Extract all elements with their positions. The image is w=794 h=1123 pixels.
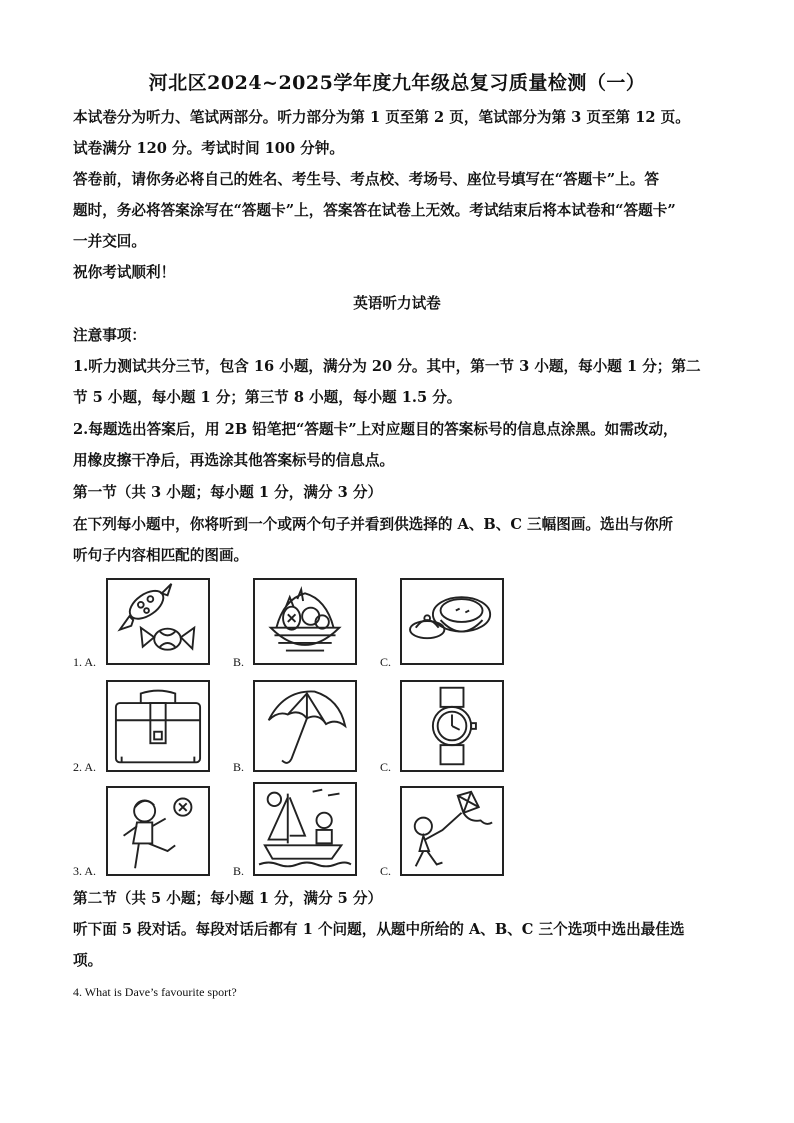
option-2c-label: C. [380,760,392,774]
intro-line-1: 本试卷分为听力、笔试两部分。听力部分为第 1 页至第 2 页，笔试部分为第 3 页至第 12 页。 [73,109,690,126]
question-1-label: 1. A. [73,655,97,669]
umbrella-icon [255,682,355,770]
part1-heading: 第一节（共 3 小题；每小题 1 分，满分 3 分） [73,484,383,501]
question-2-label: 2. A. [73,760,97,774]
football-boy-icon [108,788,208,874]
section-title: 英语听力试卷 [353,295,441,312]
notes-line-3: 2.每题选出答案后，用 2B 铅笔把“答题卡”上对应题目的答案标号的信息点涂黑。如需改动， [73,421,678,438]
page-title: 河北区2024~2025学年度九年级总复习质量检测（一） [148,72,646,94]
option-1c-label: C. [380,655,392,669]
intro-line-4: 题时，务必将答案涂写在“答题卡”上，答案答在试卷上无效。考试结束后将本试卷和“答题卡” [73,202,676,219]
notes-heading: 注意事项： [73,327,146,344]
fruit-basket-icon [255,580,355,663]
option-1c-picture[interactable] [400,578,504,665]
watch-icon [402,682,502,770]
question-3-label: 3. A. [73,864,97,878]
intro-line-5: 一并交回。 [73,233,146,250]
option-2c-picture[interactable] [400,680,504,772]
option-3a-picture[interactable] [106,786,210,876]
option-2b-picture[interactable] [253,680,357,772]
option-3b-picture[interactable] [253,782,357,876]
option-3b-label: B. [233,864,245,878]
option-3c-picture[interactable] [400,786,504,876]
kite-boy-icon [402,788,502,874]
option-2a-picture[interactable] [106,680,210,772]
intro-line-6: 祝你考试顺利！ [73,264,176,281]
option-2b-label: B. [233,760,245,774]
part1-instruction-1: 在下列每小题中，你将听到一个或两个句子并看到供选择的 A、B、C 三幅图画。选出与你所 [73,516,674,533]
notes-line-2: 节 5 小题，每小题 1 分；第三节 8 小题，每小题 1.5 分。 [73,389,462,406]
part2-heading: 第二节（共 5 小题；每小题 1 分，满分 5 分） [73,890,383,907]
notes-line-1: 1.听力测试共分三节，包含 16 小题，满分为 20 分。其中，第一节 3 小题，每小题 1 分；第二 [73,358,701,375]
option-1b-picture[interactable] [253,578,357,665]
part2-instruction-2: 项。 [73,952,103,969]
option-3c-label: C. [380,864,392,878]
intro-line-3: 答卷前，请你务必将自己的姓名、考生号、考点校、考场号、座位号填写在“答题卡”上。答 [73,171,659,188]
option-1b-label: B. [233,655,245,669]
intro-line-2: 试卷满分 120 分。考试时间 100 分钟。 [73,140,344,157]
question-4-text: 4. What is Dave’s favourite sport? [73,985,237,999]
option-1a-picture[interactable] [106,578,210,665]
part1-instruction-2: 听句子内容相匹配的图画。 [73,547,249,564]
tea-cup-icon [402,580,502,663]
briefcase-icon [108,682,208,770]
part2-instruction-1: 听下面 5 段对话。每段对话后都有 1 个问题，从题中所给的 A、B、C 三个选项中选出最佳选 [73,921,685,938]
candy-icon [108,580,208,663]
sailboat-icon [255,784,355,874]
notes-line-4: 用橡皮擦干净后，再选涂其他答案标号的信息点。 [73,452,395,469]
